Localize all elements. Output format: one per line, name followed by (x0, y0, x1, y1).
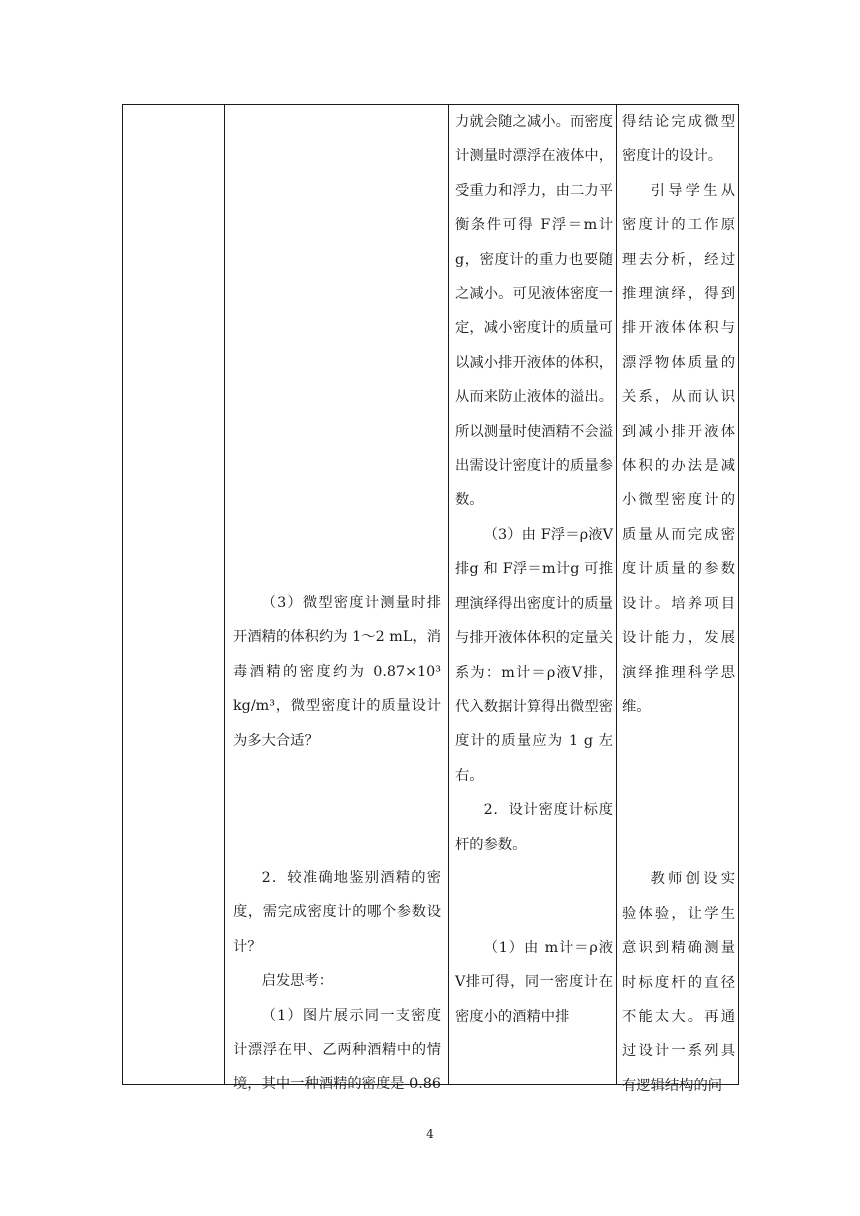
page-number: 4 (426, 1127, 434, 1141)
answer-2-1: （1）由 m计＝ρ液V排可得，同一密度计在密度小的酒精中排 (455, 939, 613, 1025)
question-3: （3）微型密度计测量时排开酒精的体积约为 1～2 mL，消毒酒精的密度约为 0.87×10³ kg/m³，微型密度计的质量设计为多大合适？ (233, 595, 441, 749)
design-intent-column (617, 105, 740, 1094)
question-2-1: （1）图片展示同一支密度计漂浮在甲、乙两种酒精中的情境，其中一种酒精的密度是 0.86 (233, 1007, 441, 1093)
answer-2: 2．设计密度计标度杆的参数。 (455, 802, 613, 853)
hint-label: 启发思考： (261, 973, 334, 990)
intent-paragraph-2: 教师创设实验体验，让学生意识到精确测量时标度杆的直径不能太大。再通过设计一系列具有逻辑结构的问 (622, 871, 735, 1094)
question-2: 2．较准确地鉴别酒精的密度，需完成密度计的哪个参数设计？ (233, 870, 441, 955)
column-divider (224, 105, 225, 1084)
student-activity-column (449, 105, 617, 1084)
answer-continued: 力就会随之减小。而密度计测量时漂浮在液体中，受重力和浮力，由二力平衡条件可得 F浮＝m计g，密度计的重力也要随之减小。可见液体密度一定，减小密度计的质量可以减小排开液体的体积，从而来防止液体的溢出。所以测量时使酒精不会溢出需设计密度计的质量参数。 (455, 114, 613, 509)
student-questions-column (226, 105, 449, 1093)
answer-3: （3）由 F浮＝ρ液V排g 和 F浮＝m计g 可推理演绎得出密度计的质量与排开液体体积的定量关系为：m计＝ρ液V排，代入数据计算得出微型密度计的质量应为 1 g 左右。 (455, 526, 613, 784)
intent-paragraph-1: 引导学生从密度计的工作原理去分析，经过推理演绎，得到排开液体体积与漂浮物体质量的关系，从而认识到减小排开液体体积的办法是减小微型密度计的质量从而完成密度计质量的参数设计。培养项目设计能力，发展演绎推理科学思维。 (622, 182, 735, 715)
lesson-table (122, 104, 739, 1094)
intent-continued: 得结论完成微型密度计的设计。 (622, 114, 735, 165)
